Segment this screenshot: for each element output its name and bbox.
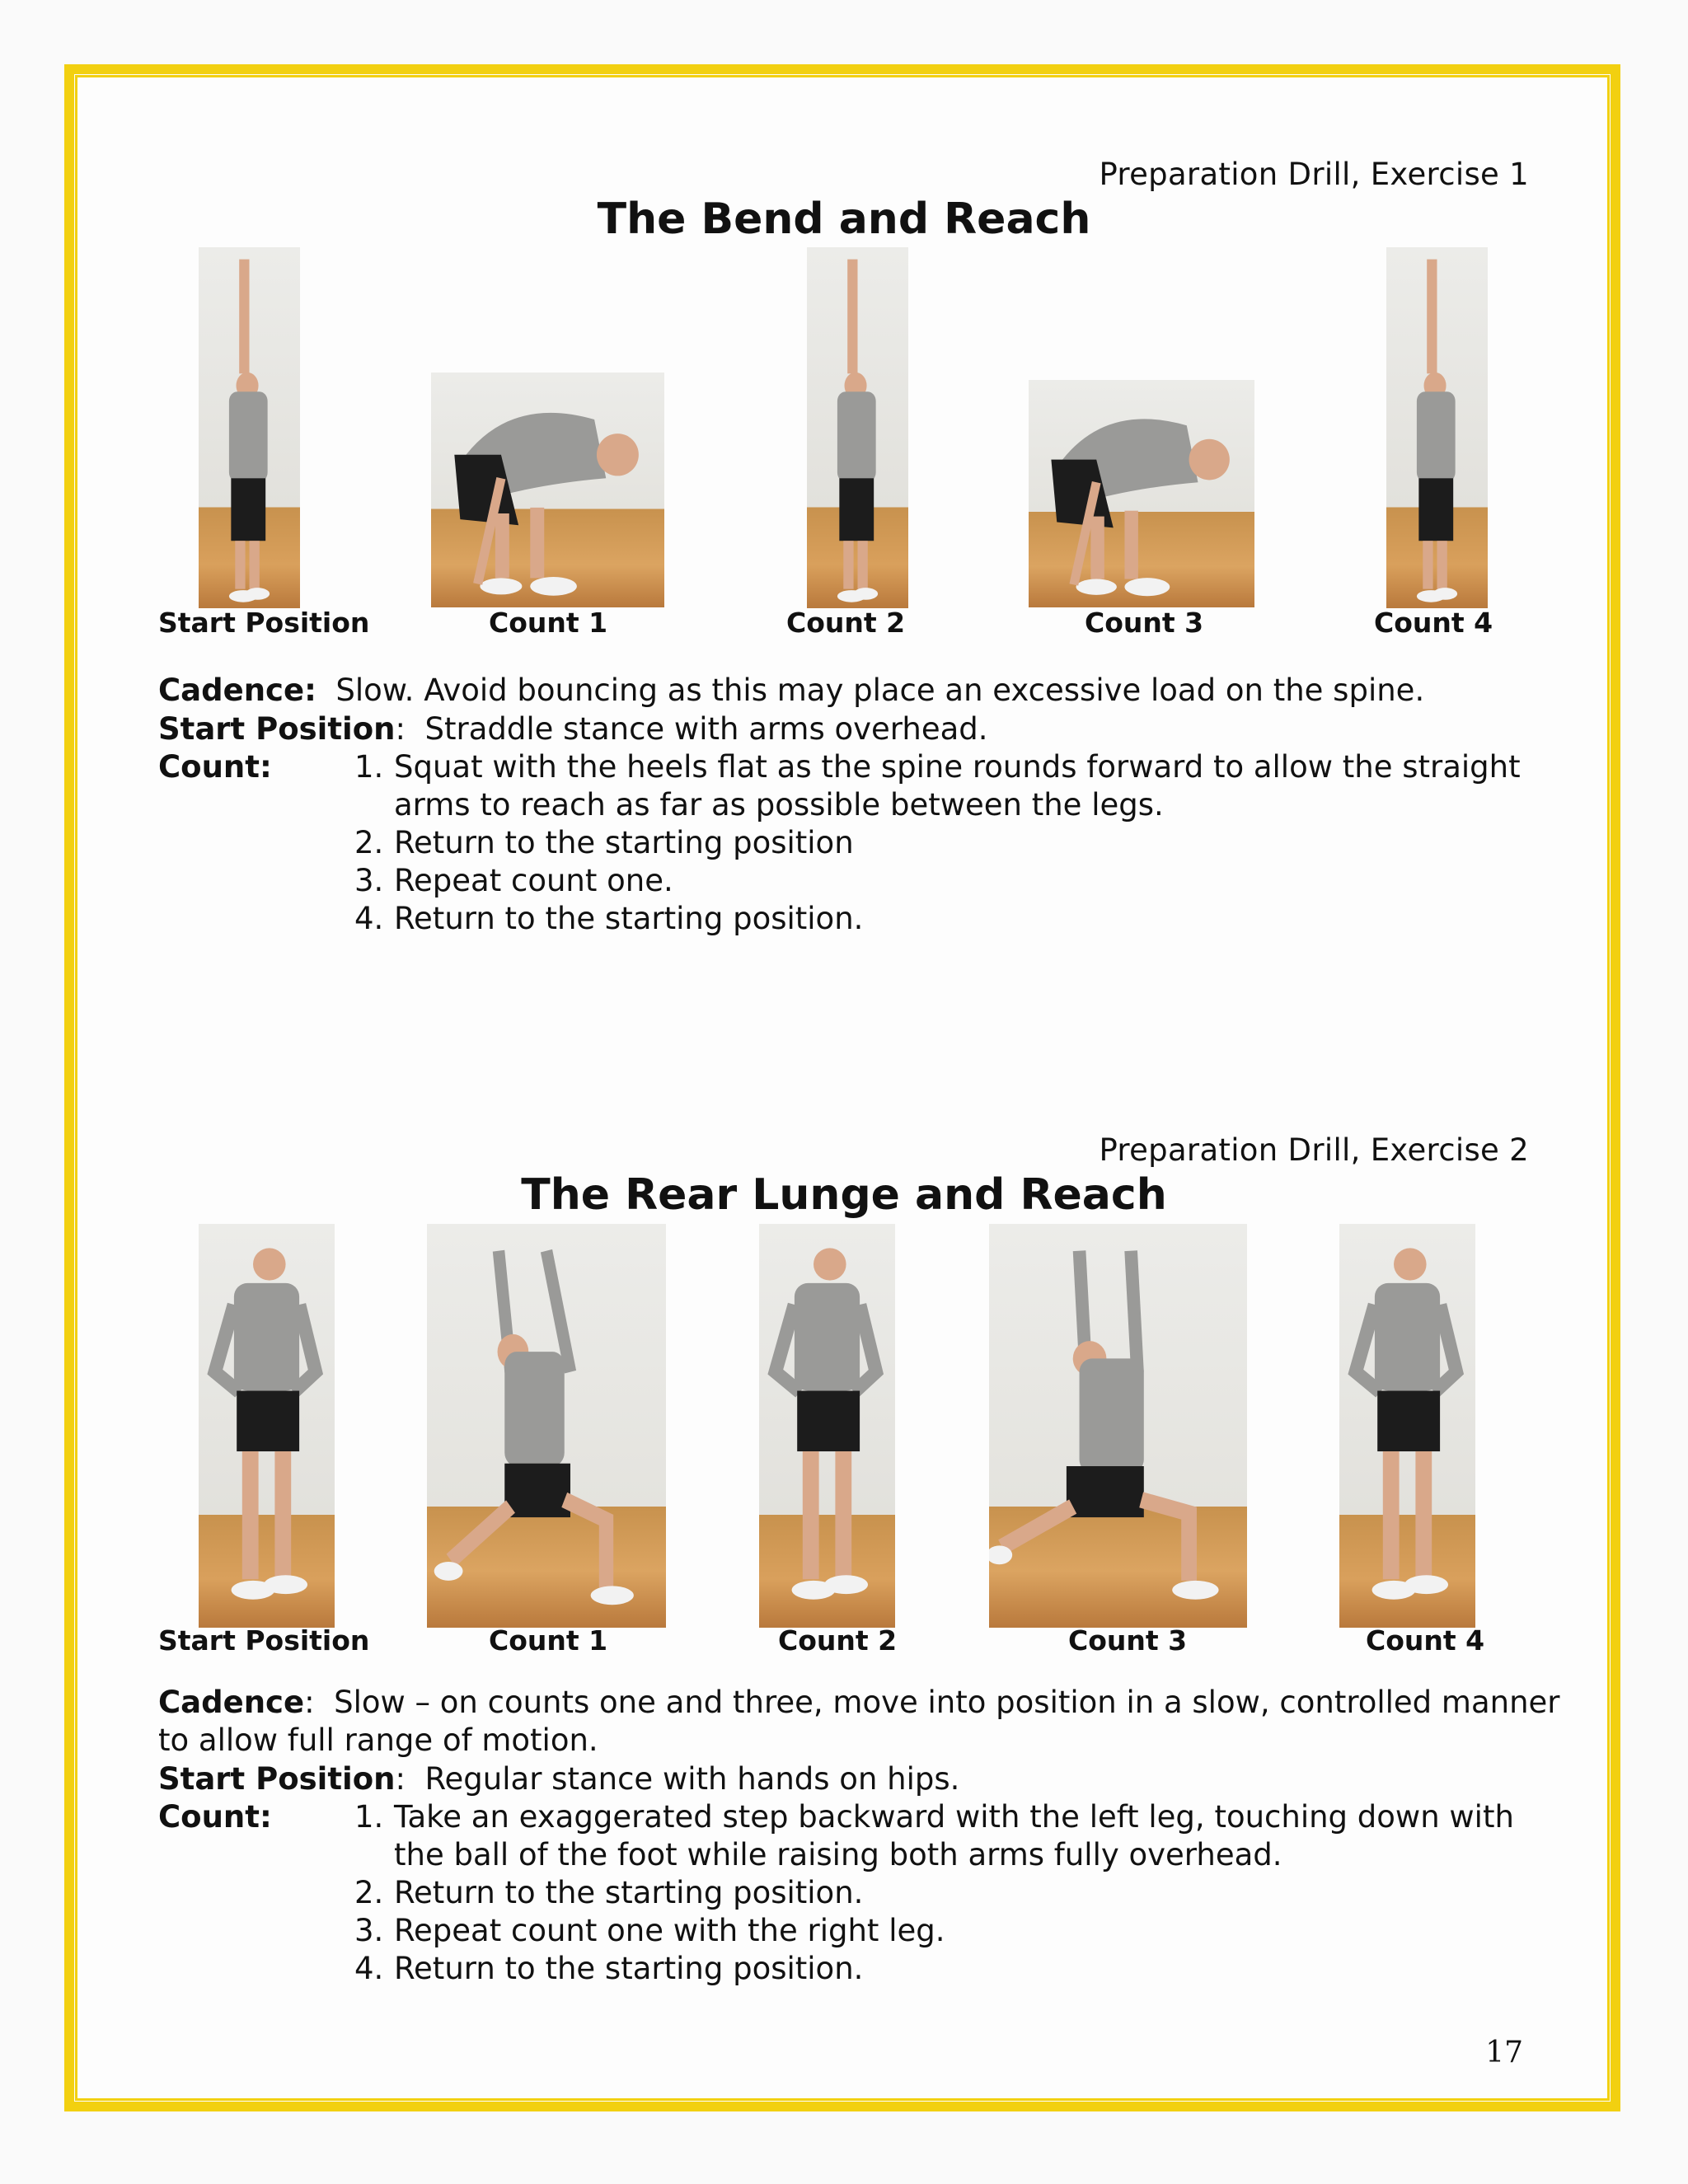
exercise2-start-position: Start Position: Regular stance with hands on hips. [158,1761,960,1797]
exercise2-count-list [354,1798,1514,1988]
cadence-label: Cadence [158,1685,305,1720]
exercise1-cadence: Cadence: Slow. Avoid bouncing as this may place an excessive load on the spine. [158,673,1425,708]
exercise1-count-label: Count: [158,749,272,785]
exercise1-caption-count3: Count 3 [1085,607,1204,639]
exercise1-photo-count4 [1386,247,1488,608]
exercise2-count-label: Count: [158,1799,272,1835]
list-item: 2. Return to the starting position. [354,1875,864,1910]
cadence-text: Slow. Avoid bouncing as this may place an excessive load on the spine. [335,673,1425,708]
exercise1-count-list [354,748,1521,938]
exercise1-title: The Bend and Reach [597,194,1091,244]
exercise2-photo-count3 [989,1224,1247,1628]
list-item: 3. Repeat count one. [354,863,673,898]
exercise1-photo-count3 [1029,380,1254,607]
start-position-text: Straddle stance with arms overhead. [424,711,988,747]
exercise1-caption-count4: Count 4 [1374,607,1493,639]
exercise2-photo-start [199,1224,335,1628]
exercise2-caption-count2: Count 2 [778,1624,898,1657]
exercise2-subtitle: Preparation Drill, Exercise 2 [1099,1132,1529,1168]
list-item: 4. Return to the starting position. [354,1951,864,1986]
list-item: 3. Repeat count one with the right leg. [354,1913,945,1948]
exercise1-caption-count1: Count 1 [489,607,608,639]
start-position-text: Regular stance with hands on hips. [424,1761,960,1797]
exercise2-caption-start: Start Position [158,1624,370,1657]
page-number: 17 [1485,2036,1523,2069]
exercise1-caption-start: Start Position [158,607,370,639]
exercise2-caption-count4: Count 4 [1366,1624,1485,1657]
exercise2-photo-count2 [759,1224,895,1628]
exercise2-photo-count1 [427,1224,666,1628]
exercise1-subtitle: Preparation Drill, Exercise 1 [1099,157,1529,192]
exercise1-start-position: Start Position: Straddle stance with arms overhead. [158,711,988,747]
exercise2-cadence: Cadence: Slow – on counts one and three, move into position in a slow, controlled manner to allow full range of motion. [158,1685,1560,1758]
exercise1-photo-start [199,247,300,608]
start-position-label: Start Position [158,1761,396,1797]
exercise2-caption-count3: Count 3 [1068,1624,1188,1657]
exercise2-title: The Rear Lunge and Reach [521,1170,1167,1220]
exercise1-caption-count2: Count 2 [786,607,906,639]
list-item: 1. Squat with the heels flat as the spine rounds forward to allow the straight arms to reach as far as possible between the legs. [354,749,1521,823]
cadence-text-line2: to allow full range of motion. [158,1722,598,1758]
exercise1-photo-count2 [807,247,908,608]
exercise2-photo-count4 [1339,1224,1475,1628]
list-item: 1. Take an exaggerated step backward with the left leg, touching down with the ball of the foot while raising both arms fully overhead. [354,1799,1514,1872]
cadence-label: Cadence [158,673,305,708]
start-position-label: Start Position [158,711,396,747]
exercise1-photo-count1 [431,373,664,607]
cadence-text-line1: Slow – on counts one and three, move into position in a slow, controlled manner [334,1685,1560,1720]
exercise2-caption-count1: Count 1 [489,1624,608,1657]
list-item: 2. Return to the starting position [354,825,854,860]
list-item: 4. Return to the starting position. [354,901,864,936]
